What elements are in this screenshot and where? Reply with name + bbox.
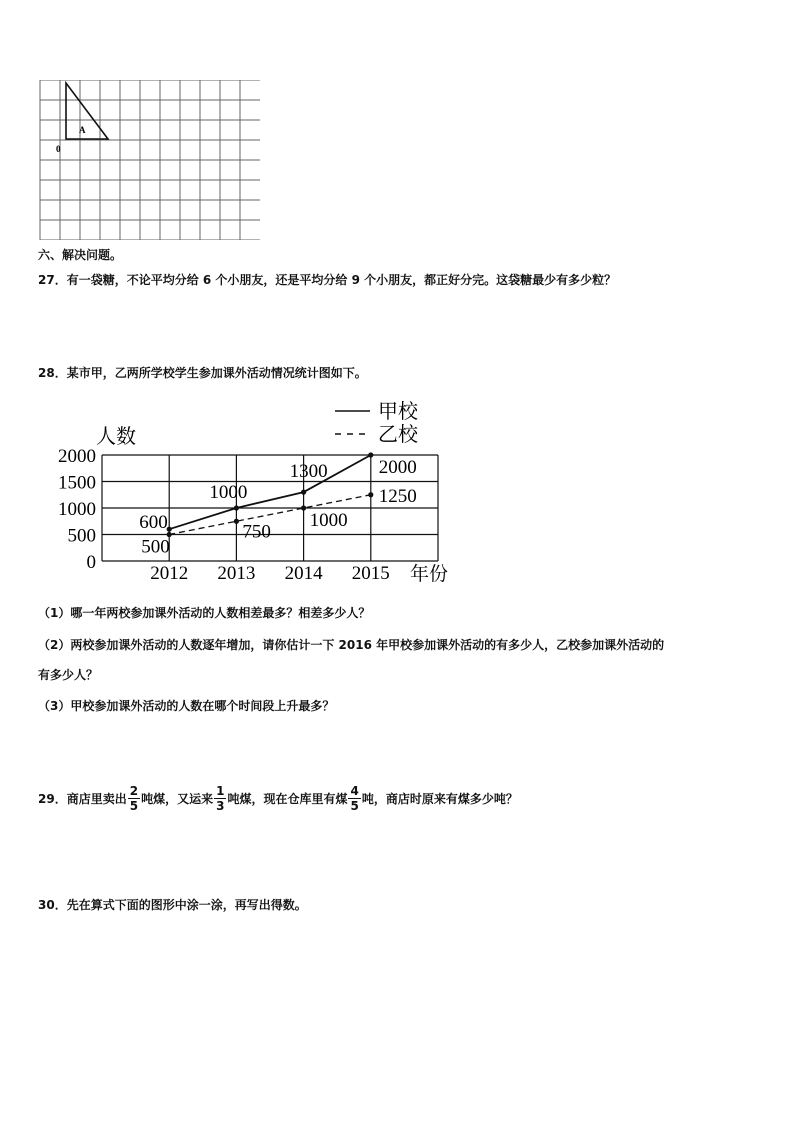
section-title: 六、解决问题。 xyxy=(38,248,123,262)
x-tick-label: 2012 xyxy=(150,563,189,584)
data-label: 1000 xyxy=(309,510,348,531)
x-tick-label: 2014 xyxy=(284,563,323,584)
q29-text-4: 吨，商店时原来有煤多少吨？ xyxy=(361,792,518,806)
question-28-sub1: （1）哪一年两校参加课外活动的人数相差最多？相差多少人？ xyxy=(38,606,371,620)
x-tick-label: 2015 xyxy=(351,563,390,584)
x-tick-label: 2013 xyxy=(217,563,256,584)
data-label: 600 xyxy=(139,512,168,534)
legend-label: 甲校 xyxy=(378,401,418,423)
y-tick-label: 500 xyxy=(67,525,96,547)
grid-label-origin: 0 xyxy=(56,144,61,154)
data-point xyxy=(234,519,239,524)
question-29 xyxy=(38,784,518,813)
data-label: 2000 xyxy=(378,457,417,478)
grid-figure xyxy=(38,80,270,240)
fraction-denominator: 5 xyxy=(350,799,359,813)
y-tick-label: 0 xyxy=(86,552,96,573)
q29-text-1: 29．商店里卖出 xyxy=(38,792,127,806)
data-label: 750 xyxy=(242,521,271,543)
line-chart xyxy=(40,398,460,588)
grid-label-a: A xyxy=(79,125,86,135)
fraction-four-fifths xyxy=(348,784,360,813)
q29-text-2: 吨煤，又运来 xyxy=(141,792,214,806)
question-28-sub3: （3）甲校参加课外活动的人数在哪个时间段上升最多？ xyxy=(38,699,335,713)
data-point xyxy=(301,490,306,495)
fraction-numerator: 1 xyxy=(216,784,225,798)
data-label: 500 xyxy=(141,536,170,558)
data-point xyxy=(301,505,306,510)
fraction-numerator: 4 xyxy=(350,784,359,798)
y-axis-label: 人数 xyxy=(96,426,136,448)
y-tick-label: 1500 xyxy=(58,472,96,494)
fraction-denominator: 5 xyxy=(129,799,139,813)
fraction-denominator: 3 xyxy=(216,799,225,813)
legend-label: 乙校 xyxy=(378,424,418,446)
question-28-sub2-line1: （2）两校参加课外活动的人数逐年增加，请你估计一下 2016 年甲校参加课外活动的有多少人，乙校参加课外活动的 xyxy=(38,638,665,652)
y-tick-label: 1000 xyxy=(58,499,96,520)
data-label: 1250 xyxy=(378,485,417,507)
y-tick-label: 2000 xyxy=(58,446,96,467)
data-point xyxy=(368,452,373,457)
x-axis-label: 年份 xyxy=(410,564,449,585)
fraction-two-fifths xyxy=(128,784,140,813)
question-28-sub2-line2: 有多少人？ xyxy=(38,668,99,682)
triangle-a xyxy=(66,83,108,139)
fraction-one-third xyxy=(214,784,226,813)
data-point xyxy=(234,505,239,510)
question-30: 30．先在算式下面的图形中涂一涂，再写出得数。 xyxy=(38,898,307,912)
question-27: 27．有一袋糖，不论平均分给 6 个小朋友，还是平均分给 9 个小朋友，都正好分完。这袋糖最少有多少粒？ xyxy=(38,273,617,287)
data-label: 1000 xyxy=(209,482,248,503)
data-label: 1300 xyxy=(289,461,328,483)
fraction-numerator: 2 xyxy=(129,784,139,798)
q29-text-3: 吨煤，现在仓库里有煤 xyxy=(227,792,348,806)
question-28-intro: 28．某市甲，乙两所学校学生参加课外活动情况统计图如下。 xyxy=(38,366,367,380)
data-point xyxy=(368,492,373,497)
